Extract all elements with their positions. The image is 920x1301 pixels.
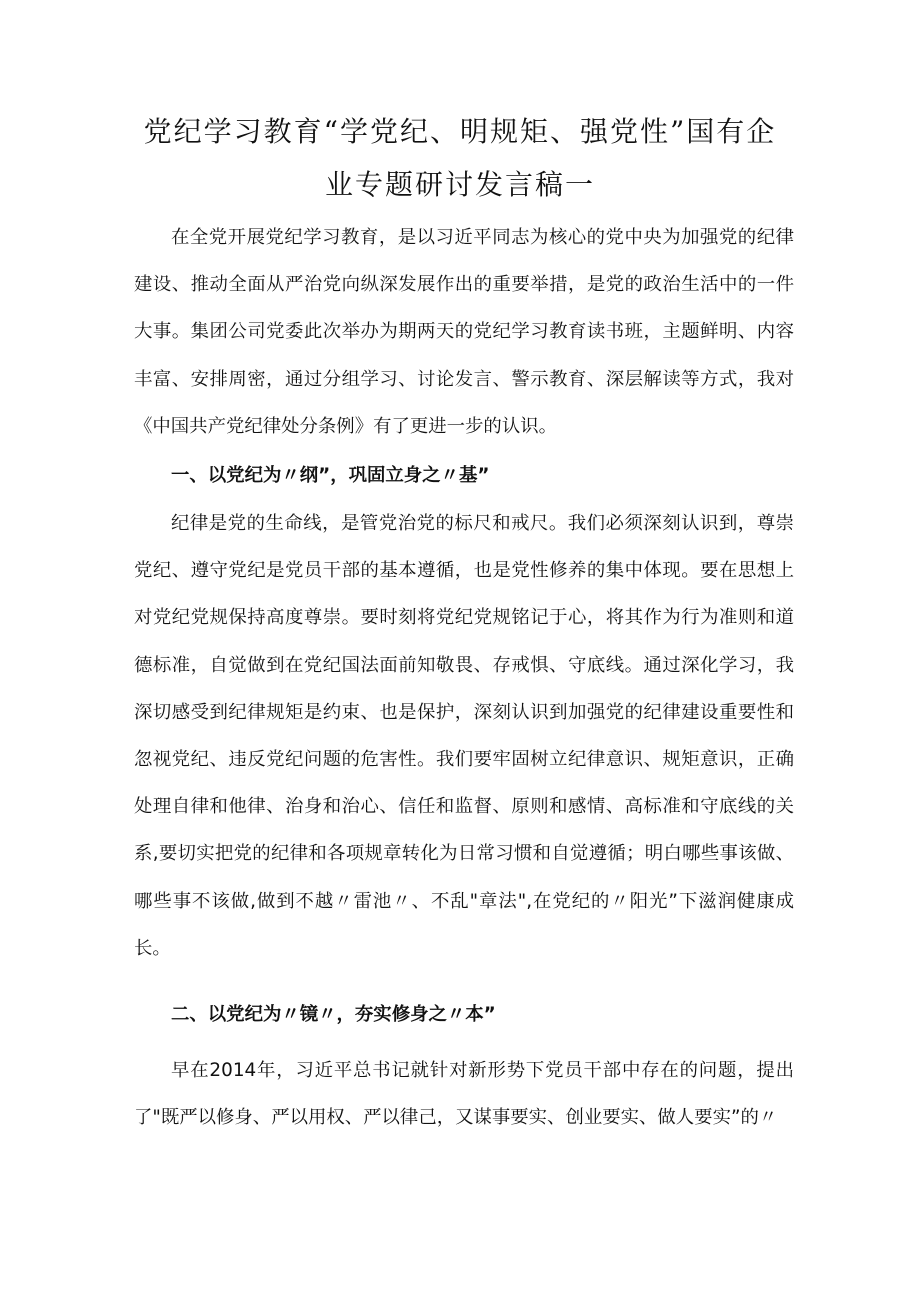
document-title-line-1: 党纪学习教育“学党纪、明规矩、强党性”国有企 (143, 115, 777, 148)
paragraph-intro: 在全党开展党纪学习教育，是以习近平同志为核心的党中央为加强党的纪律建设、推动全面从严治党向纵深发展作出的重要举措，是党的政治生活中的一件大事。集团公司党委此次举办为期两天的党纪学习教育读书班，主题鲜明、内容丰富、安排周密，通过分组学习、讨论发言、警示教育、深层解读等方式，我对《中国共产党纪律处分条例》有了更进一步的认识。 (134, 227, 794, 437)
paragraph-section-1: 纪律是党的生命线，是管党治党的标尺和戒尺。我们必须深刻认识到，尊崇党纪、遵守党纪是党员干部的基本遵循，也是党性修养的集中体现。要在思想上对党纪党规保持高度尊崇。要时刻将党纪党规铭记于心，将其作为行为准则和道德标准，自觉做到在党纪国法面前知敬畏、存戒惧、守底线。通过深化学习，我深切感受到纪律规矩是约束、也是保护，深刻认识到加强党的纪律建设重要性和忽视党纪、违反党纪问题的危害性。我们要牢固树立纪律意识、规矩意识，正确处理自律和他律、治身和治心、信任和监督、原则和感情、高标准和守底线的关系,要切实把党的纪律和各项规章转化为日常习惯和自觉遵循；明白哪些事该做、哪些事不该做,做到不越〃雷池〃、不乱"章法",在党纪的〃阳光”下滋润健康成长。 (134, 513, 794, 959)
section-heading-2: 二、以党纪为〃镜〃，夯实修身之〃本” (171, 1004, 496, 1025)
section-heading-1: 一、以党纪为〃纲”，巩固立身之〃基” (171, 465, 490, 486)
document-title-line-2: 业专题研讨发言稿一 (324, 168, 595, 201)
paragraph-section-2: 早在2014年，习近平总书记就针对新形势下党员干部中存在的问题，提出了"既严以修身、严以用权、严以律己，又谋事要实、创业要实、做人要实”的〃 (134, 1060, 794, 1129)
